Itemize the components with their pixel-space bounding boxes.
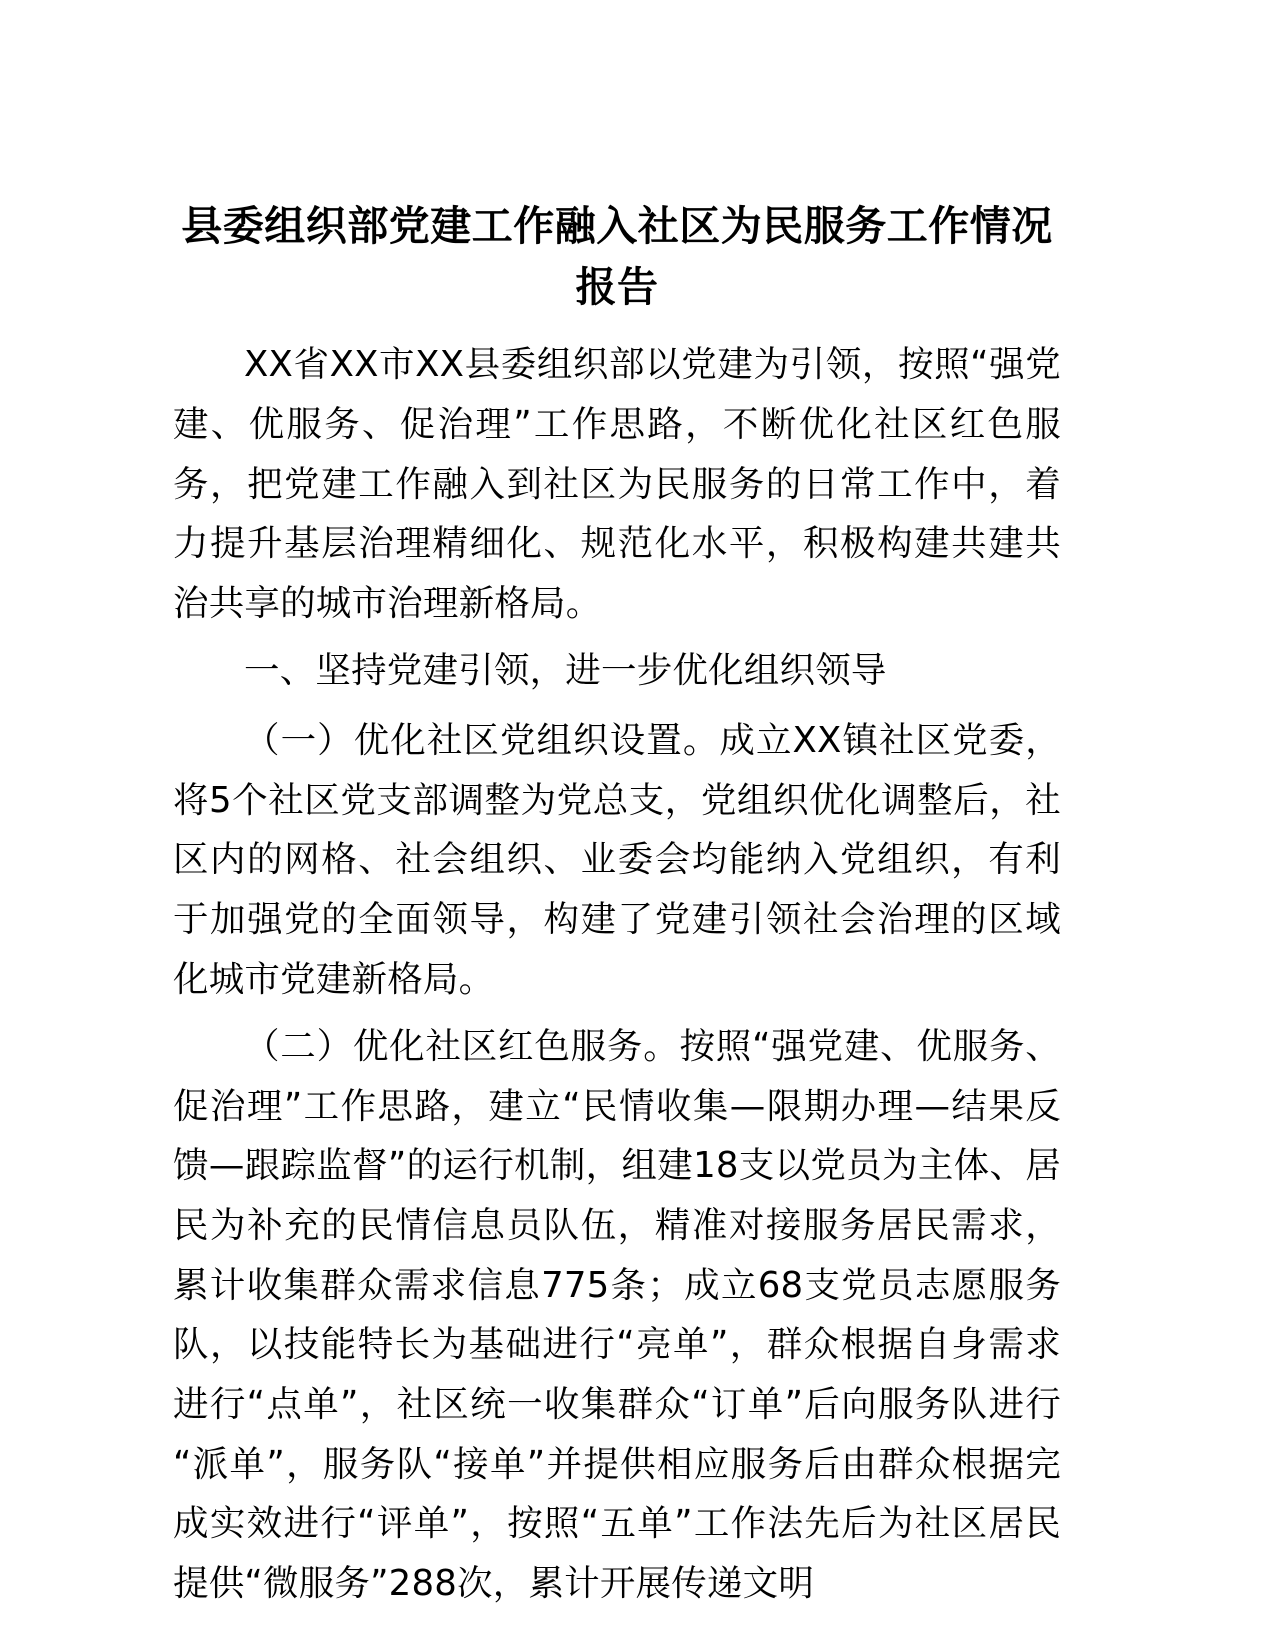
page-title: 县委组织部党建工作融入社区为民服务工作情况报告	[181, 202, 1053, 311]
paragraph-item-two: （二）优化社区红色服务。按照“强党建、优服务、促治理”工作思路，建立“民情收集—限期办理—结果反馈—跟踪监督”的运行机制，组建18支以党员为主体、居民为补充的民情信息员队伍，精准对接服务居民需求，累计收集群众需求信息775条；成立68支党员志愿服务队，以技能特长为基础进行“亮单”，群众根据自身需求进行“点单”，社区统一收集群众“订单”后向服务队进行“派单”，服务队“接单”并提供相应服务后由群众根据完成实效进行“评单”，按照“五单”工作法先后为社区居民提供“微服务”288次，累计开展传递文明	[173, 1026, 1061, 1604]
paragraph-item-one: （一）优化社区党组织设置。成立XX镇社区党委，将5个社区党支部调整为党总支，党组织优化调整后，社区内的网格、社会组织、业委会均能纳入党组织，有利于加强党的全面领导，构建了党建引领社会治理的区域化城市党建新格局。	[173, 720, 1061, 1000]
page-content-area	[173, 196, 1061, 1613]
paragraph-intro: XX省XX市XX县委组织部以党建为引领，按照“强党建、优服务、促治理”工作思路，不断优化社区红色服务，把党建工作融入到社区为民服务的日常工作中，着力提升基层治理精细化、规范化水平，积极构建共建共治共享的城市治理新格局。	[173, 344, 1061, 624]
section-heading-one: 一、坚持党建引领，进一步优化组织领导	[244, 650, 887, 692]
